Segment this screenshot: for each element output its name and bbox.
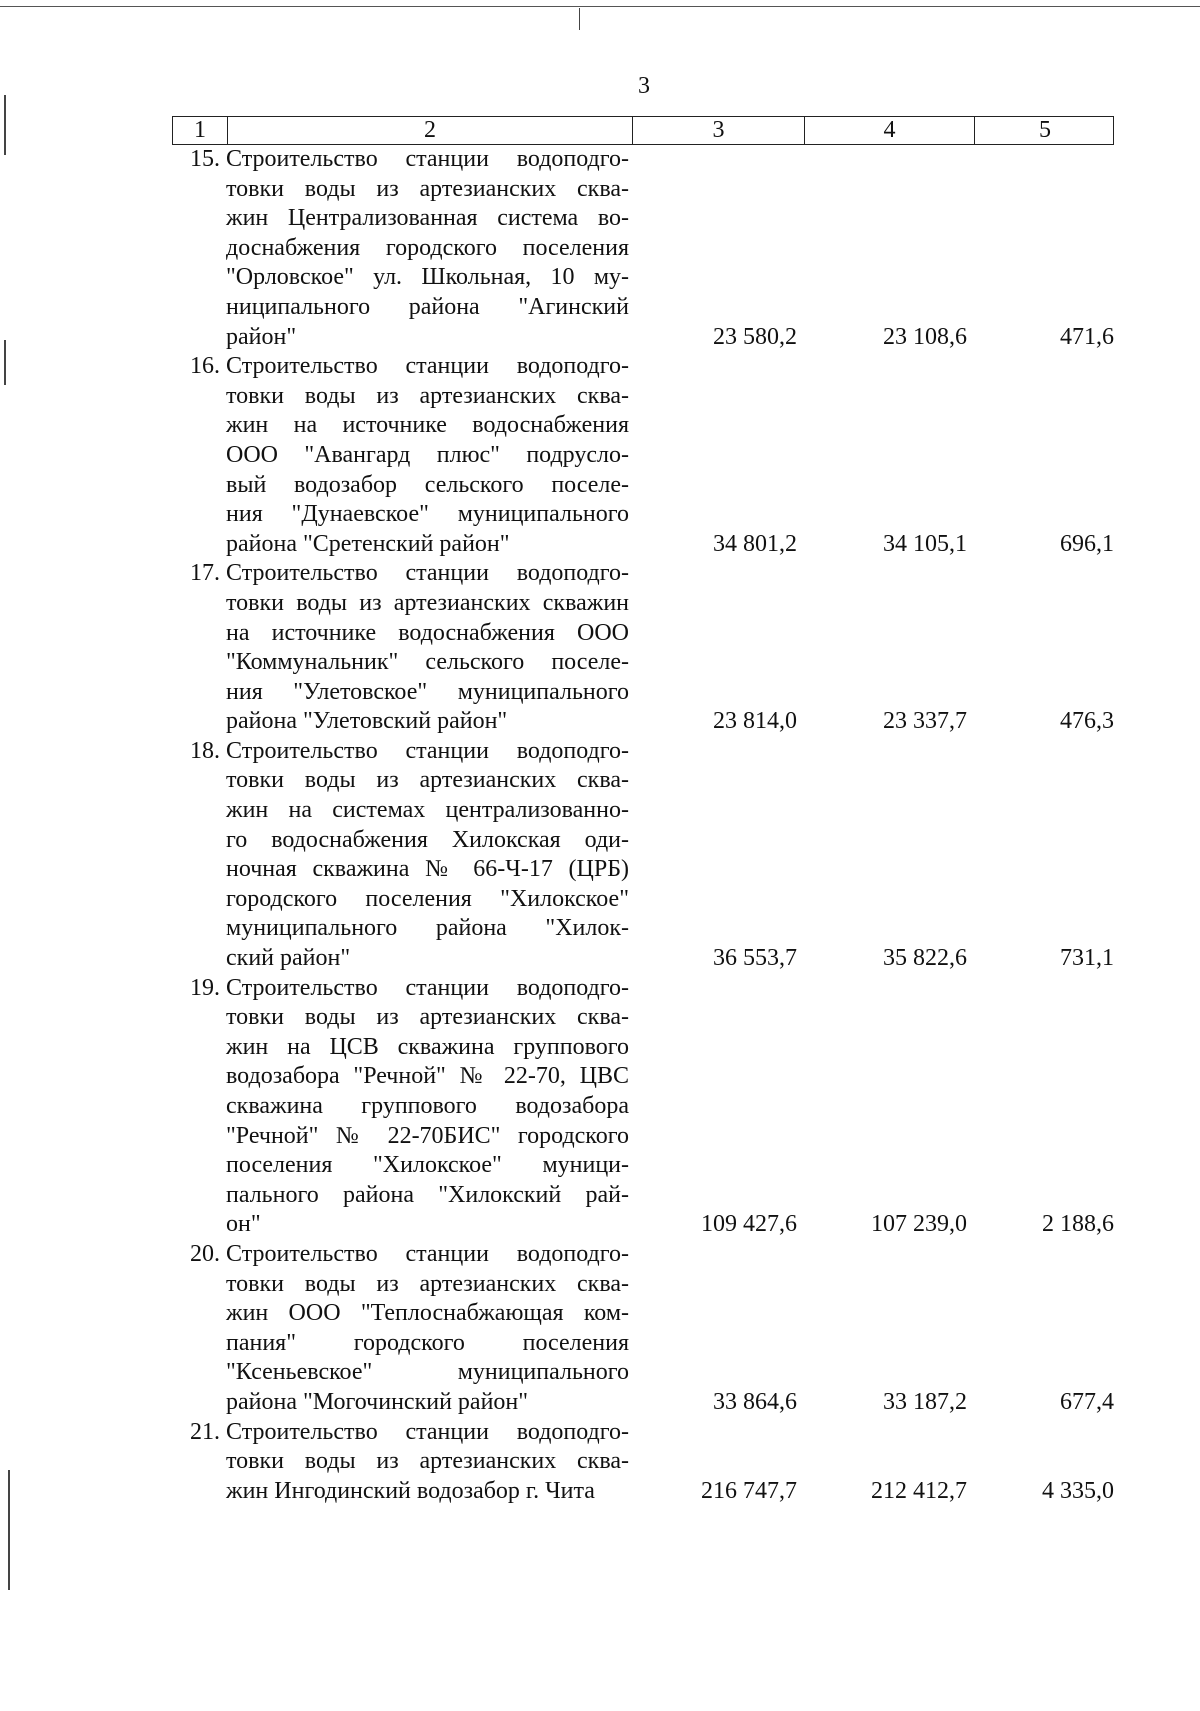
- row-number: 18.: [190, 737, 220, 764]
- description-line: Строительство станции водоподго-: [226, 737, 629, 764]
- description-line: жин на системах централизованно-: [226, 797, 629, 824]
- value-c5: 731,1: [1060, 945, 1114, 972]
- value-c3: 36 553,7: [713, 945, 797, 972]
- page-number: 3: [638, 73, 650, 99]
- table-row: [172, 974, 1114, 1240]
- row-description: [226, 559, 631, 737]
- description-line: водозабора "Речной" № 22-70, ЦВС: [226, 1063, 629, 1090]
- value-c4: 35 822,6: [883, 945, 967, 972]
- description-line: Строительство станции водоподго-: [226, 560, 629, 587]
- value-c3: 109 427,6: [701, 1211, 797, 1238]
- description-line: Строительство станции водоподго-: [226, 1240, 629, 1267]
- row-description: [226, 352, 631, 559]
- row-number: 21.: [190, 1418, 220, 1445]
- description-line: Строительство станции водоподго-: [226, 146, 629, 172]
- row-description: [226, 737, 631, 974]
- description-line: товки воды из артезианских сква-: [226, 767, 629, 794]
- row-number: 17.: [190, 560, 220, 587]
- row-number: 15.: [190, 146, 220, 172]
- description-line: товки воды из артезианских сква-: [226, 1448, 629, 1475]
- value-c4: 107 239,0: [871, 1211, 967, 1238]
- description-line: района "Сретенский район": [226, 530, 510, 557]
- scan-top-line: [0, 6, 1200, 7]
- description-line: ООО "Авангард плюс" подрусло-: [226, 441, 629, 468]
- row-description: [226, 145, 631, 352]
- budget-table: [172, 116, 1114, 1506]
- description-line: ния "Улетовское" муниципального: [226, 678, 629, 705]
- description-line: Строительство станции водоподго-: [226, 353, 629, 380]
- description-line: ния "Дунаевское" муниципального: [226, 501, 629, 528]
- table-body: [172, 145, 1114, 1506]
- description-line: товки воды из артезианских сква-: [226, 1270, 629, 1297]
- description-line: район": [226, 323, 297, 350]
- description-line: на источнике водоснабжения ООО: [226, 619, 629, 646]
- value-c5: 2 188,6: [1042, 1211, 1114, 1238]
- table-row: [172, 559, 1114, 737]
- table-row: [172, 352, 1114, 559]
- row-number: 20.: [190, 1240, 220, 1267]
- value-c3: 23 814,0: [713, 708, 797, 735]
- column-header: 5: [974, 117, 1115, 144]
- value-c3: 33 864,6: [713, 1388, 797, 1415]
- description-line: скважина группового водозабора: [226, 1093, 629, 1119]
- row-number: 19.: [190, 974, 220, 1001]
- description-line: товки воды из артезианских скважин: [226, 589, 629, 616]
- value-c5: 471,6: [1060, 323, 1114, 350]
- value-c4: 34 105,1: [883, 530, 967, 557]
- value-c4: 23 108,6: [883, 323, 967, 350]
- description-line: товки воды из артезианских сква-: [226, 382, 629, 409]
- column-header: 2: [227, 117, 632, 144]
- value-c5: 696,1: [1060, 530, 1114, 557]
- value-c5: 677,4: [1060, 1388, 1114, 1415]
- description-line: Строительство станции водоподго-: [226, 1418, 629, 1445]
- description-line: района "Улетовский район": [226, 708, 508, 735]
- column-header: 4: [804, 117, 974, 144]
- description-line: ниципального района "Агинский: [226, 293, 629, 320]
- description-line: Строительство станции водоподго-: [226, 974, 629, 1001]
- row-number: 16.: [190, 353, 220, 380]
- description-line: района "Могочинский район": [226, 1388, 529, 1415]
- description-line: городского поселения "Хилокское": [226, 885, 629, 912]
- description-line: "Коммунальник" сельского поселе-: [226, 649, 629, 676]
- table-row: [172, 1240, 1114, 1418]
- description-line: жин Ингодинский водозабор г. Чита: [226, 1477, 595, 1504]
- description-line: товки воды из артезианских сква-: [226, 175, 629, 202]
- description-line: жин на источнике водоснабжения: [226, 412, 629, 439]
- row-description: [226, 1240, 631, 1418]
- value-c3: 34 801,2: [713, 530, 797, 557]
- description-line: пального района "Хилокский рай-: [226, 1181, 629, 1208]
- row-description: [226, 974, 631, 1240]
- value-c5: 476,3: [1060, 708, 1114, 735]
- description-line: доснабжения городского поселения: [226, 234, 629, 261]
- description-line: жин Централизованная система во-: [226, 205, 629, 232]
- value-c3: 23 580,2: [713, 323, 797, 350]
- description-line: пания" городского поселения: [226, 1329, 629, 1356]
- table-header-row: [172, 116, 1114, 145]
- value-c5: 4 335,0: [1042, 1477, 1114, 1504]
- description-line: ский район": [226, 945, 351, 972]
- value-c3: 216 747,7: [701, 1477, 797, 1504]
- scan-left-edge-mark: [8, 1470, 10, 1590]
- description-line: "Ксеньевское" муниципального: [226, 1359, 629, 1386]
- description-line: поселения "Хилокское" муници-: [226, 1152, 629, 1179]
- scan-left-edge-mark: [4, 340, 6, 385]
- value-c4: 212 412,7: [871, 1477, 967, 1504]
- table-row: [172, 1418, 1114, 1507]
- column-header: 3: [632, 117, 804, 144]
- description-line: го водоснабжения Хилокская оди-: [226, 826, 629, 853]
- column-header: 1: [194, 117, 206, 143]
- value-c4: 23 337,7: [883, 708, 967, 735]
- scan-center-mark: [579, 8, 580, 30]
- table-row: [172, 145, 1114, 352]
- description-line: он": [226, 1211, 261, 1238]
- table-row: [172, 737, 1114, 974]
- description-line: жин на ЦСВ скважина группового: [226, 1033, 629, 1060]
- description-line: ночная скважина № 66-Ч-17 (ЦРБ): [226, 856, 629, 883]
- description-line: муниципального района "Хилок-: [226, 915, 629, 942]
- row-description: [226, 1418, 631, 1507]
- description-line: вый водозабор сельского поселе-: [226, 471, 629, 498]
- description-line: "Орловское" ул. Школьная, 10 му-: [226, 264, 629, 291]
- scan-left-edge-mark: [4, 95, 6, 155]
- value-c4: 33 187,2: [883, 1388, 967, 1415]
- description-line: товки воды из артезианских сква-: [226, 1004, 629, 1031]
- description-line: жин ООО "Теплоснабжающая ком-: [226, 1300, 629, 1327]
- description-line: "Речной" № 22-70БИС" городского: [226, 1122, 629, 1149]
